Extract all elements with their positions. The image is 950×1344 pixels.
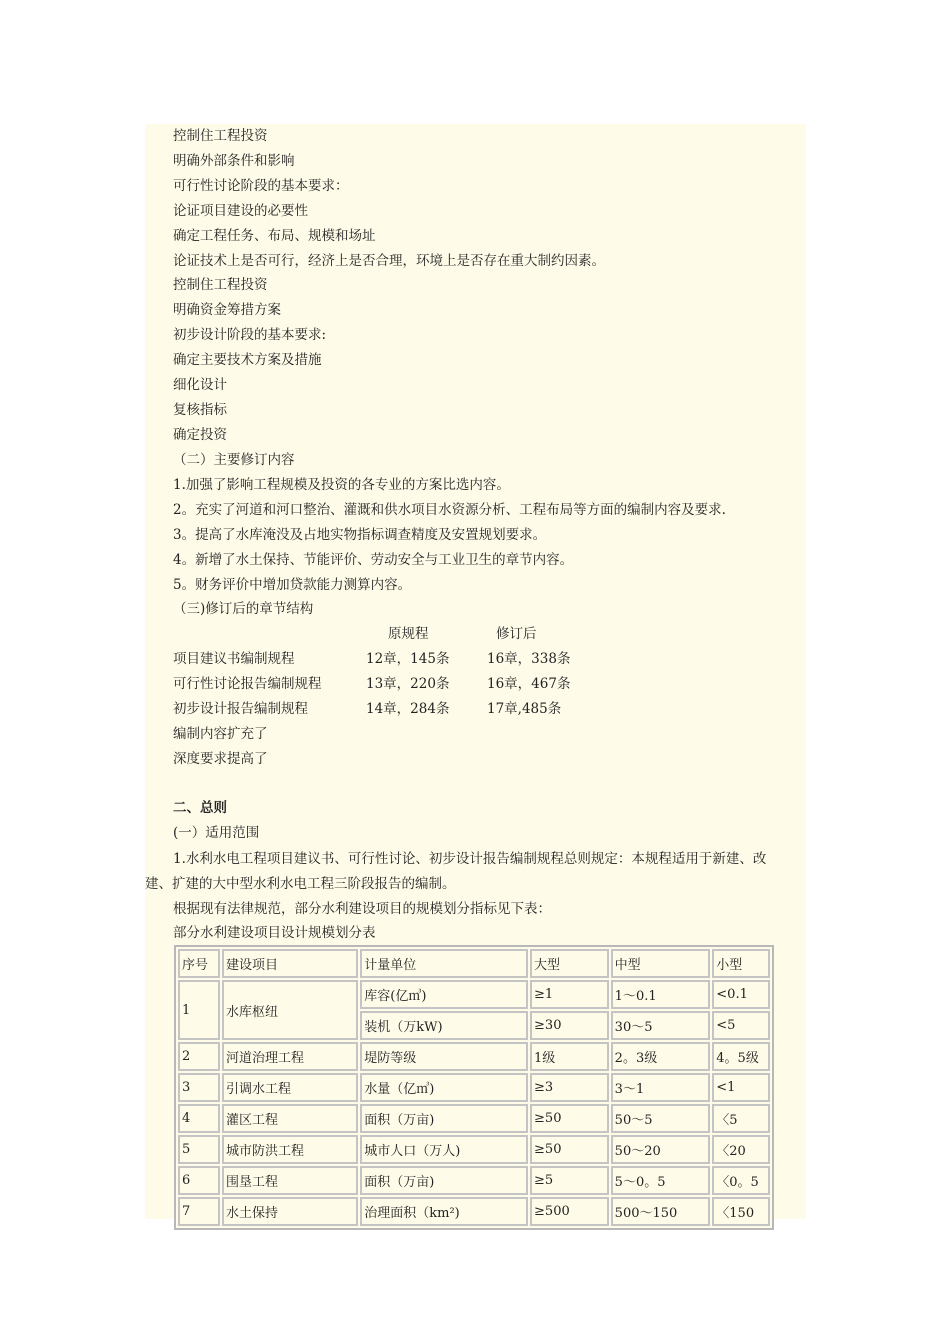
text-line: 编制内容扩充了 <box>173 726 268 742</box>
cell-no: 6 <box>178 1166 220 1195</box>
cell-medium: 50～20 <box>611 1135 711 1164</box>
table-row <box>178 1166 770 1195</box>
table-header-row <box>178 949 770 978</box>
cell-small: <5 <box>712 1011 770 1040</box>
text-line: 确定工程任务、布局、规模和场址 <box>173 228 376 244</box>
text-line: 深度要求提高了 <box>173 751 268 767</box>
cell-large: 1级 <box>530 1042 609 1071</box>
text-line: 明确外部条件和影响 <box>173 153 295 169</box>
table-row <box>178 1135 770 1164</box>
text-line: 5。财务评价中增加贷款能力测算内容。 <box>173 577 412 593</box>
cell-no: 3 <box>178 1073 220 1102</box>
text-line: 可行性讨论阶段的基本要求： <box>173 178 349 194</box>
cell-large: ≥50 <box>530 1135 609 1164</box>
cell-unit: 面积（万亩) <box>360 1104 528 1133</box>
text-line: 细化设计 <box>173 377 227 393</box>
text-line: 3。提高了水库淹没及占地实物指标调查精度及安置规划要求。 <box>173 527 547 543</box>
header-cell: 序号 <box>178 949 220 978</box>
text-line: 确定主要技术方案及措施 <box>173 352 322 368</box>
text-line: 明确资金筹措方案 <box>173 302 281 318</box>
cell-small: 〈0。5 <box>712 1166 770 1195</box>
cell-large: ≥30 <box>530 1011 609 1040</box>
cell-project: 城市防洪工程 <box>222 1135 358 1164</box>
cell-unit: 堤防等级 <box>360 1042 528 1071</box>
cell-project: 水库枢纽 <box>222 980 358 1040</box>
cell-unit: 城市人口（万人) <box>360 1135 528 1164</box>
comparison-header-original: 原规程 <box>388 626 429 642</box>
comparison-row-name: 项目建议书编制规程 <box>173 651 295 667</box>
cell-no: 7 <box>178 1197 220 1226</box>
cell-project: 河道治理工程 <box>222 1042 358 1071</box>
subsection-heading: （二）主要修订内容 <box>173 452 295 468</box>
cell-small: 4。5级 <box>712 1042 770 1071</box>
comparison-row-original: 13章，220条 <box>366 676 450 692</box>
cell-small: 〈20 <box>712 1135 770 1164</box>
subsection-heading: （三)修订后的章节结构 <box>173 601 314 617</box>
cell-small: <1 <box>712 1073 770 1102</box>
text-line: 2。充实了河道和河口整治、灌溉和供水项目水资源分析、工程布局等方面的编制内容及要求. <box>173 502 726 518</box>
cell-large: ≥50 <box>530 1104 609 1133</box>
text-line: 论证项目建设的必要性 <box>173 203 308 219</box>
table-row <box>178 980 770 1009</box>
subsection-heading: (一）适用范围 <box>173 825 260 841</box>
cell-no: 1 <box>178 980 220 1040</box>
table-row <box>178 1042 770 1071</box>
cell-large: ≥1 <box>530 980 609 1009</box>
cell-no: 4 <box>178 1104 220 1133</box>
section-heading: 二、总则 <box>173 800 227 816</box>
comparison-row-original: 14章，284条 <box>366 701 450 717</box>
cell-no: 2 <box>178 1042 220 1071</box>
comparison-row-revised: 16章，467条 <box>487 676 571 692</box>
comparison-header-revised: 修订后 <box>496 626 537 642</box>
comparison-row-name: 初步设计报告编制规程 <box>173 701 308 717</box>
cell-small: 〈150 <box>712 1197 770 1226</box>
comparison-row-original: 12章，145条 <box>366 651 450 667</box>
cell-no: 5 <box>178 1135 220 1164</box>
text-line: 1.加强了影响工程规模及投资的各专业的方案比选内容。 <box>173 477 510 493</box>
text-line: 控制住工程投资 <box>173 277 268 293</box>
text-line: 确定投资 <box>173 427 227 443</box>
cell-unit: 装机（万kW) <box>360 1011 528 1040</box>
cell-project: 围垦工程 <box>222 1166 358 1195</box>
cell-large: ≥5 <box>530 1166 609 1195</box>
comparison-row-name: 可行性讨论报告编制规程 <box>173 676 322 692</box>
cell-project: 灌区工程 <box>222 1104 358 1133</box>
cell-medium: 30～5 <box>611 1011 711 1040</box>
cell-large: ≥500 <box>530 1197 609 1226</box>
cell-small: <0.1 <box>712 980 770 1009</box>
text-line: 复核指标 <box>173 402 227 418</box>
paragraph-line: 根据现有法律规范，部分水利建设项目的规模划分指标见下表： <box>173 901 551 917</box>
header-cell: 小型 <box>712 949 770 978</box>
table-row <box>178 1104 770 1133</box>
cell-medium: 2。3级 <box>611 1042 711 1071</box>
cell-project: 引调水工程 <box>222 1073 358 1102</box>
table-row <box>178 1073 770 1102</box>
paragraph-line: 1.水利水电工程项目建议书、可行性讨论、初步设计报告编制规程总则规定：本规程适用于新建、改 <box>173 851 767 867</box>
table-title: 部分水利建设项目设计规模划分表 <box>173 925 376 941</box>
cell-project: 水土保持 <box>222 1197 358 1226</box>
cell-small: 〈5 <box>712 1104 770 1133</box>
comparison-row-revised: 16章，338条 <box>487 651 571 667</box>
text-line: 初步设计阶段的基本要求: <box>173 327 327 343</box>
paragraph-line: 建、扩建的大中型水利水电工程三阶段报告的编制。 <box>145 876 456 892</box>
header-cell: 计量单位 <box>360 949 528 978</box>
cell-medium: 5～0。5 <box>611 1166 711 1195</box>
cell-unit: 库容(亿㎥) <box>360 980 528 1009</box>
cell-medium: 1～0.1 <box>611 980 711 1009</box>
comparison-row-revised: 17章,485条 <box>487 701 562 717</box>
cell-unit: 治理面积（km²) <box>360 1197 528 1226</box>
cell-medium: 3～1 <box>611 1073 711 1102</box>
cell-unit: 水量（亿㎥) <box>360 1073 528 1102</box>
cell-medium: 50～5 <box>611 1104 711 1133</box>
cell-unit: 面积（万亩) <box>360 1166 528 1195</box>
table-row <box>178 1197 770 1226</box>
text-line: 论证技术上是否可行，经济上是否合理，环境上是否存在重大制约因素。 <box>173 253 605 269</box>
header-cell: 建设项目 <box>222 949 358 978</box>
cell-medium: 500～150 <box>611 1197 711 1226</box>
header-cell: 中型 <box>611 949 711 978</box>
cell-large: ≥3 <box>530 1073 609 1102</box>
text-line: 4。新增了水土保持、节能评价、劳动安全与工业卫生的章节内容。 <box>173 552 574 568</box>
text-line: 控制住工程投资 <box>173 128 268 144</box>
scale-table <box>174 945 774 1230</box>
header-cell: 大型 <box>530 949 609 978</box>
